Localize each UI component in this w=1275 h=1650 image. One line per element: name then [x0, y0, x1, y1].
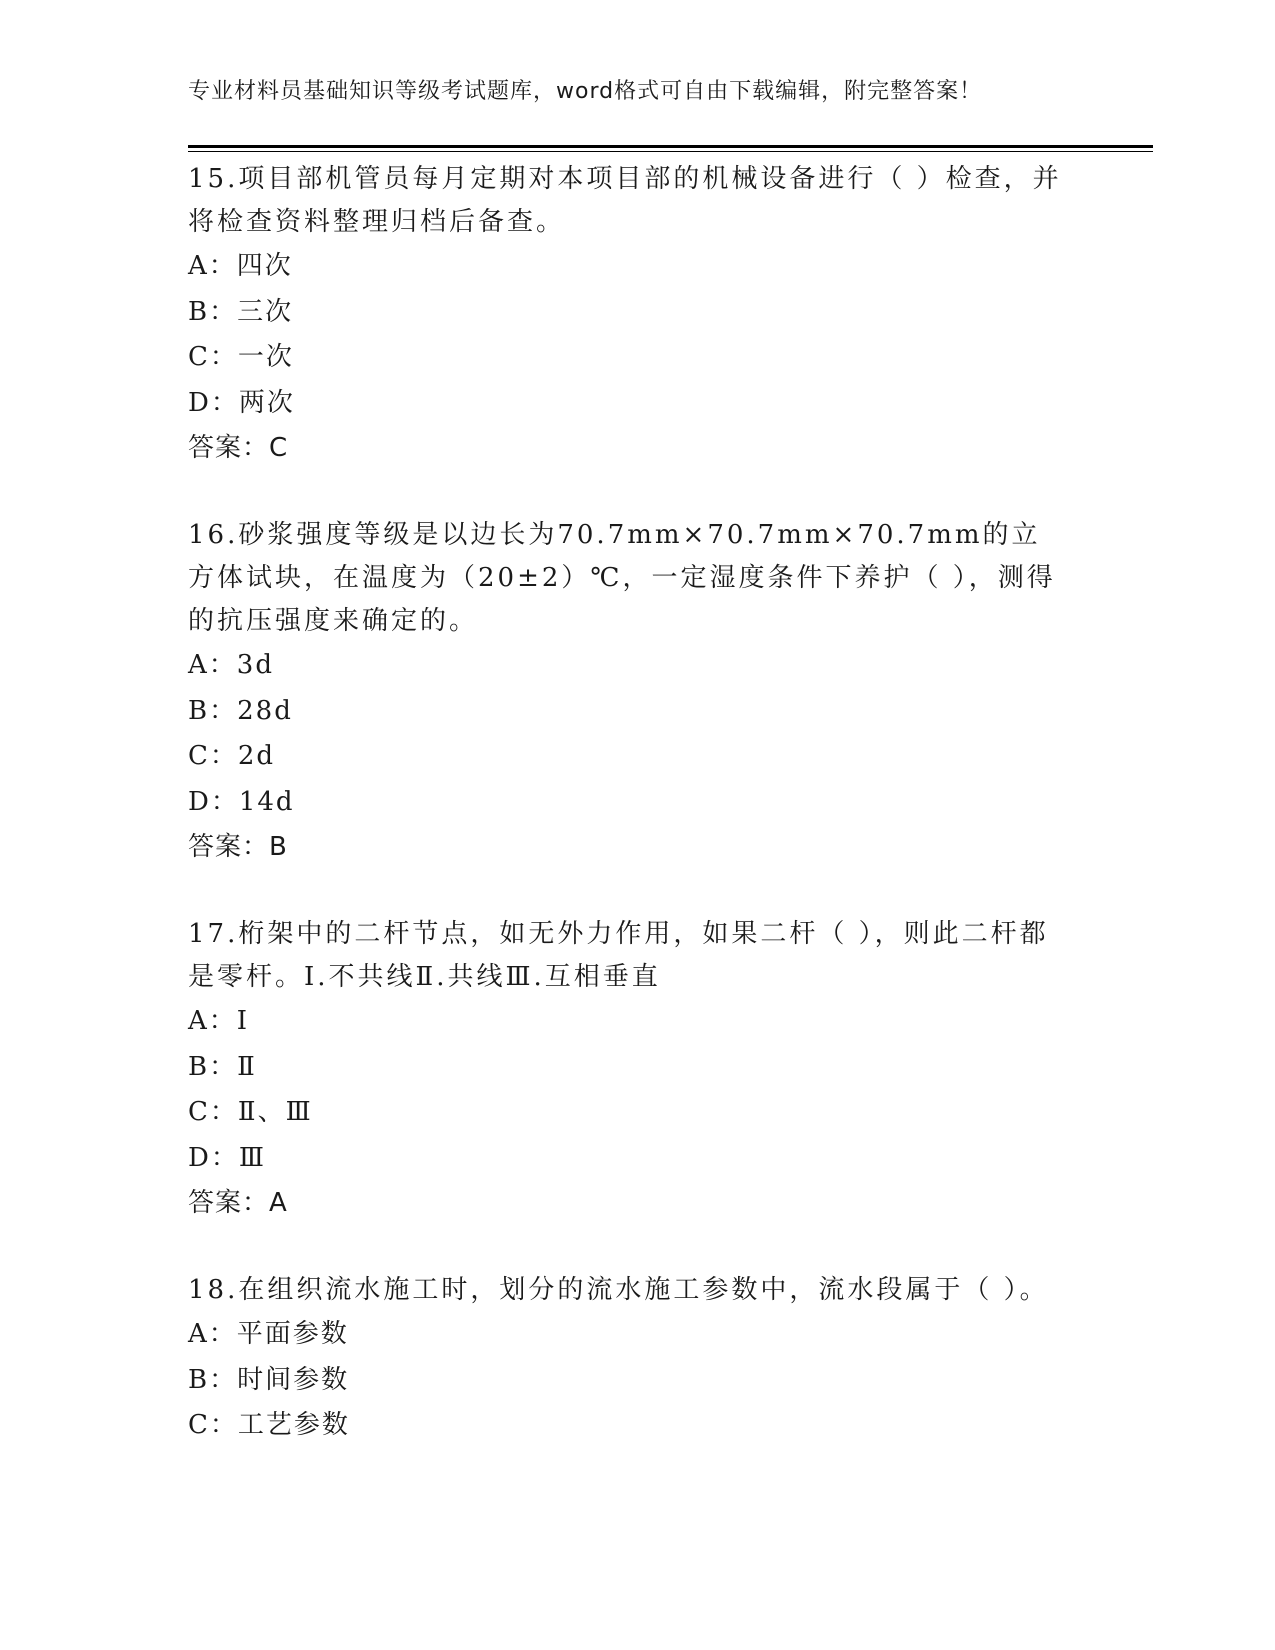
- header-divider-thin: [188, 151, 1153, 152]
- option-c: C：一次: [188, 342, 294, 372]
- option-b: B：Ⅱ: [188, 1051, 257, 1082]
- option-a: A：四次: [188, 251, 293, 281]
- answer: 答案：C: [188, 433, 289, 463]
- option-a: A：I: [188, 1006, 250, 1036]
- question-text: 18.在组织流水施工时，划分的流水施工参数中，流水段属于（ ）。: [188, 1275, 1049, 1305]
- option-c: C：Ⅱ、Ⅲ: [188, 1097, 313, 1127]
- option-b: B：28d: [188, 695, 293, 726]
- option-c: C：工艺参数: [188, 1410, 350, 1440]
- option-c: C：2d: [188, 741, 276, 771]
- answer: 答案：B: [188, 832, 288, 862]
- option-d: D：14d: [188, 786, 295, 817]
- option-a: A：3d: [188, 650, 274, 680]
- question-list: [188, 158, 1068, 1449]
- question-16: [188, 514, 1068, 869]
- option-a: A：平面参数: [188, 1319, 349, 1349]
- question-18: [188, 1269, 1068, 1449]
- question-text: 15.项目部机管员每月定期对本项目部的机械设备进行（ ）检查，并将检查资料整理归档后备查。: [188, 164, 1062, 237]
- question-17: [188, 913, 1068, 1225]
- question-15: [188, 158, 1068, 470]
- question-text: 17.桁架中的二杆节点，如无外力作用，如果二杆（ ），则此二杆都是零杆。I.不共线Ⅱ.共线Ⅲ.互相垂直: [188, 919, 1049, 992]
- answer: 答案：A: [188, 1188, 288, 1218]
- option-d: D：两次: [188, 387, 295, 418]
- option-b: B：三次: [188, 296, 294, 327]
- header-divider-thick: [188, 145, 1153, 148]
- question-text: 16.砂浆强度等级是以边长为70.7mm×70.7mm×70.7mm的立方体试块，在温度为（20±2）℃，一定湿度条件下养护（ ），测得的抗压强度来确定的。: [188, 520, 1056, 636]
- page-header: 专业材料员基础知识等级考试题库，word格式可自由下载编辑，附完整答案！: [188, 79, 983, 104]
- option-d: D：Ⅲ: [188, 1142, 266, 1173]
- option-b: B：时间参数: [188, 1364, 350, 1395]
